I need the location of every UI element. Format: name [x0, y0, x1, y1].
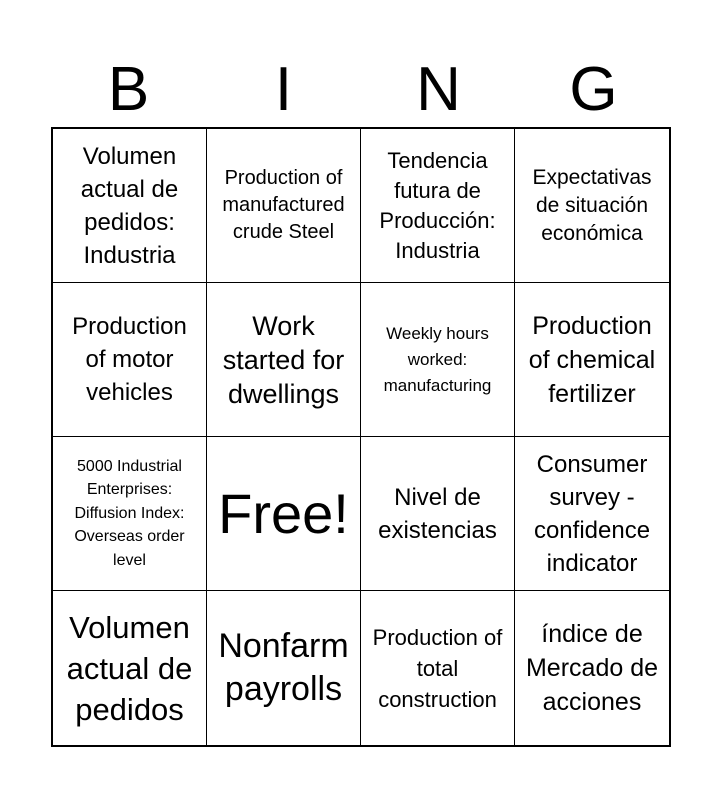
bingo-cell[interactable]: [207, 129, 361, 283]
bingo-cell[interactable]: [515, 437, 669, 591]
cell-label: Consumer survey - confidence indicator: [533, 450, 651, 577]
bingo-cell[interactable]: [361, 591, 515, 745]
header-letter-n: N: [416, 55, 461, 124]
bingo-cell[interactable]: [515, 283, 669, 437]
free-space-label: Free!: [218, 481, 349, 545]
bingo-cell[interactable]: [53, 591, 207, 745]
header-letter-b: B: [107, 55, 150, 124]
cell-label: Production of manufactured crude Steel: [222, 167, 345, 243]
bingo-cell[interactable]: [515, 129, 669, 283]
bingo-cell-free[interactable]: [207, 437, 361, 591]
cell-label: Work started for dwellings: [222, 310, 345, 409]
cell-label: Nonfarm payrolls: [218, 627, 349, 708]
bingo-cell[interactable]: [207, 591, 361, 745]
header-letter-g: G: [569, 55, 618, 124]
cell-label: Production of total construction: [372, 624, 503, 712]
cell-label: Production of motor vehicles: [72, 313, 187, 406]
bingo-cell[interactable]: [361, 437, 515, 591]
bingo-cell[interactable]: [361, 283, 515, 437]
cell-label: Volumen actual de pedidos: [66, 609, 193, 727]
cell-label: índice de Mercado de acciones: [525, 620, 659, 716]
cell-label: Tendencia futura de Producción: Industria: [379, 147, 496, 263]
cell-label: Weekly hours worked: manufacturing: [383, 323, 492, 395]
bingo-card-grid: [51, 127, 671, 747]
cell-label: Production of chemical fertilizer: [528, 311, 656, 408]
bingo-cell[interactable]: [53, 437, 207, 591]
cell-label: Expectativas de situación económica: [532, 165, 652, 245]
header-letter-i: I: [274, 55, 293, 124]
cell-label: Nivel de existencias: [378, 483, 497, 544]
bingo-cell[interactable]: [53, 283, 207, 437]
bingo-cell[interactable]: [53, 129, 207, 283]
bingo-cell[interactable]: [515, 591, 669, 745]
bingo-header: [51, 52, 671, 128]
bingo-cell[interactable]: [361, 129, 515, 283]
cell-label: 5000 Industrial Enterprises: Diffusion Index: Overseas order level: [74, 457, 185, 569]
bingo-cell[interactable]: [207, 283, 361, 437]
cell-label: Volumen actual de pedidos: Industria: [80, 142, 179, 269]
